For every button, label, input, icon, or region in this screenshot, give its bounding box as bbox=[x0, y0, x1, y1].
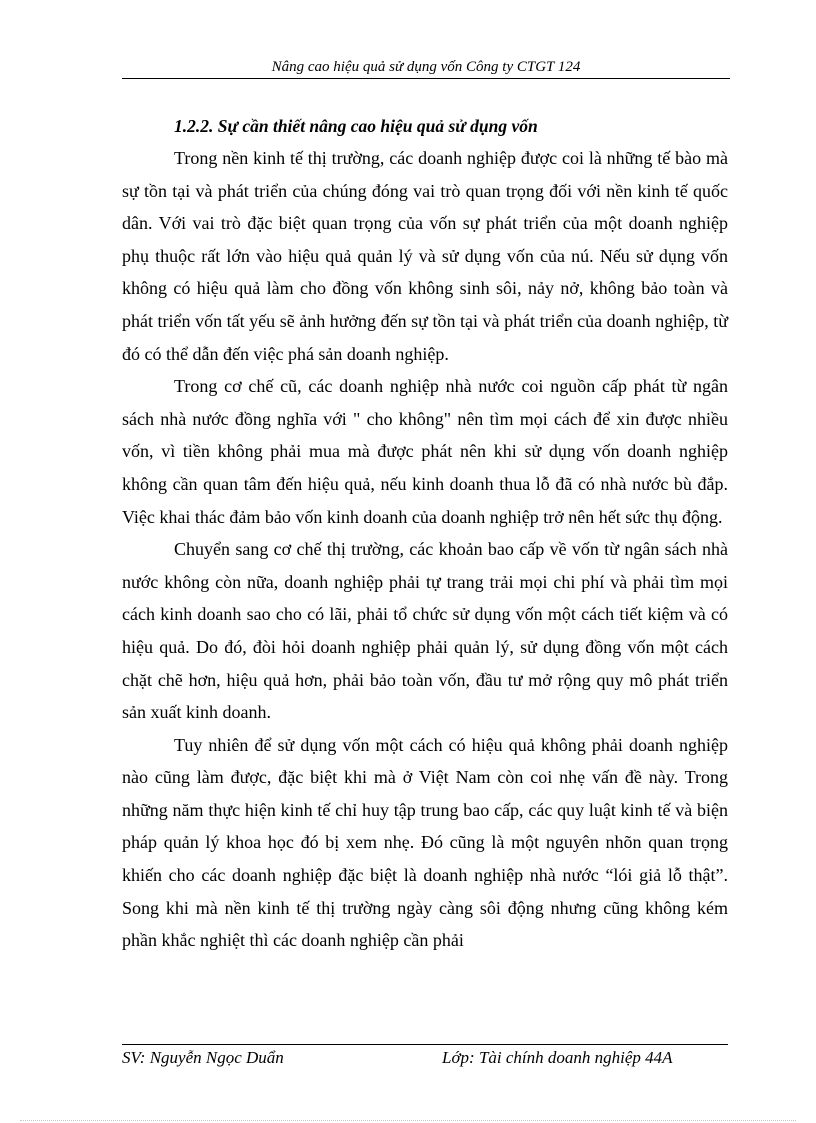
paragraph-3: Chuyển sang cơ chế thị trường, các khoản bao cấp về vốn từ ngân sách nhà nước không còn nữa, doanh nghiệp phải tự trang trải mọi chi phí và phải tìm mọi cách kinh doanh sao cho có lãi, phải tổ chức sử dụng vốn một cách tiết kiệm và có hiệu quả. Do đó, đòi hỏi doanh nghiệp phải quản lý, sử dụng đồng vốn một cách chặt chẽ hơn, hiệu quả hơn, phải bảo toàn vốn, đầu tư mở rộng quy mô phát triển sản xuất kinh doanh. bbox=[122, 539, 728, 723]
footer-student-name: SV: Nguyễn Ngọc Duẩn bbox=[122, 1048, 284, 1067]
running-header bbox=[122, 56, 730, 79]
footer-class-name: Lớp: Tài chính doanh nghiệp 44A bbox=[442, 1048, 673, 1067]
running-title: Nâng cao hiệu quả sử dụng vốn Công ty CTGT 124 bbox=[271, 59, 581, 75]
paragraph-1: Trong nền kinh tế thị trường, các doanh nghiệp được coi là những tế bào mà sự tồn tại và phát triển của chúng đóng vai trò quan trọng đối với nền kinh tế quốc dân. Với vai trò đặc biệt quan trọng của vốn sự phát triển của một doanh nghiệp phụ thuộc rất lớn vào hiệu quả quản lý và sử dụng vốn của nú. Nếu sử dụng vốn không có hiệu quả làm cho đồng vốn không sinh sôi, nảy nở, không bảo toàn và phát triển vốn tất yếu sẽ ảnh hưởng đến sự tồn tại và phát triển của doanh nghiệp, từ đó có thể dẫn đến việc phá sản doanh nghiệp. bbox=[122, 148, 728, 364]
page-body bbox=[122, 110, 728, 957]
paragraph-2: Trong cơ chế cũ, các doanh nghiệp nhà nước coi nguồn cấp phát từ ngân sách nhà nước đồng nghĩa với " cho không" nên tìm mọi cách để xin được nhiều vốn, vì tiền không phải mua mà được phát nên khi sử dụng vốn doanh nghiệp không cần quan tâm đến hiệu quả, nếu kinh doanh thua lỗ đã có nhà nước bù đắp. Việc khai thác đảm bảo vốn kinh doanh của doanh nghiệp trở nên hết sức thụ động. bbox=[122, 376, 728, 527]
section-heading: 1.2.2. Sự cần thiết nâng cao hiệu quả sử dụng vốn bbox=[174, 116, 538, 136]
page-bottom-divider bbox=[20, 1120, 796, 1121]
paragraph-4: Tuy nhiên để sử dụng vốn một cách có hiệu quả không phải doanh nghiệp nào cũng làm được, đặc biệt khi mà ở Việt Nam còn coi nhẹ vấn đề này. Trong những năm thực hiện kinh tế chỉ huy tập trung bao cấp, các quy luật kinh tế và biện pháp quản lý khoa học đó bị xem nhẹ. Đó cũng là một nguyên nhõn quan trọng khiến cho các doanh nghiệp đặc biệt là doanh nghiệp nhà nước “lói giả lỗ thật”. Song khi mà nền kinh tế thị trường ngày càng sôi động nhưng cũng không kém phần khắc nghiệt thì các doanh nghiệp cần phải bbox=[122, 734, 728, 951]
page-footer bbox=[122, 1044, 728, 1071]
